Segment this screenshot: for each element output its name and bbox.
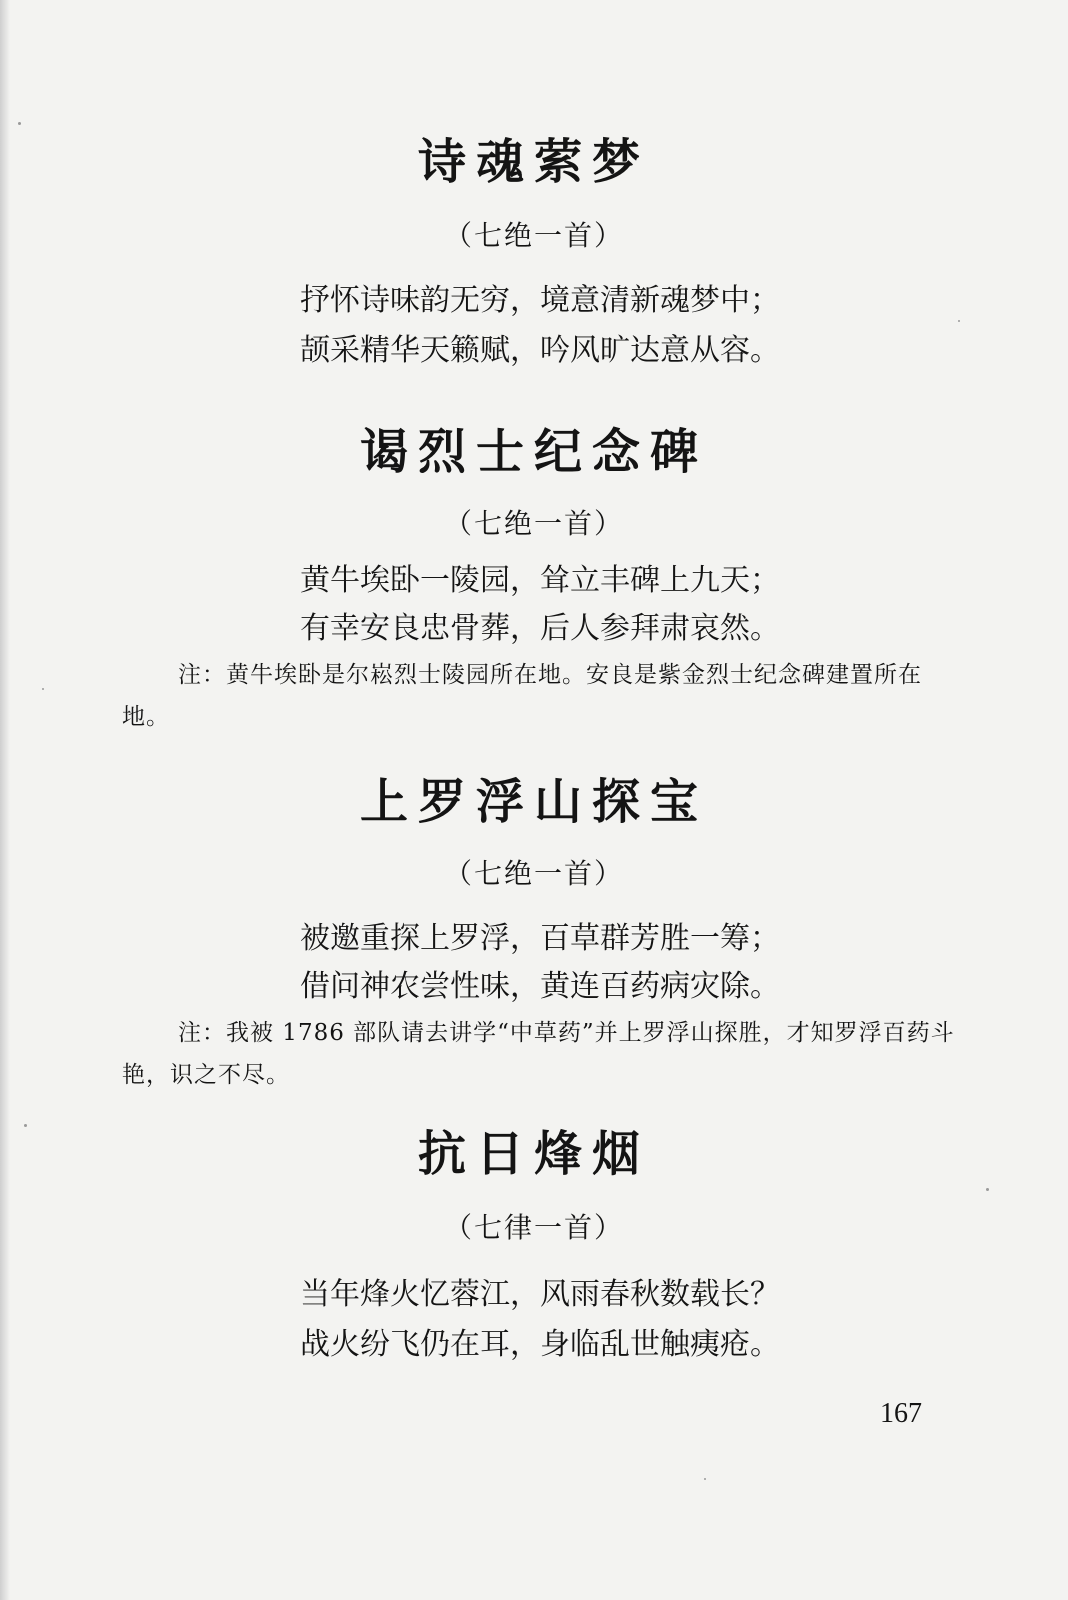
poem-form-1: （七绝一首） <box>443 219 624 252</box>
poem-title-3: 上罗浮山探宝 <box>359 774 708 830</box>
scan-speck <box>986 1188 989 1191</box>
scan-speck <box>24 1124 27 1127</box>
poem-3-line-1: 被邀重探上罗浮，百草群芳胜一筹； <box>300 921 780 956</box>
poem-1-line-2: 颉采精华天籁赋，吟风旷达意从容。 <box>300 333 780 368</box>
poem-title-1: 诗魂萦梦 <box>417 134 650 190</box>
poem-2-line-1: 黄牛埃卧一陵园，耸立丰碑上九天； <box>300 563 780 598</box>
poem-form-4: （七律一首） <box>443 1211 624 1244</box>
poem-3-note: 注：我被 1786 部队请去讲学“中草药”并上罗浮山探胜，才知罗浮百药斗艳，识之不尽。 <box>122 1020 955 1088</box>
poem-title-4: 抗日烽烟 <box>417 1126 650 1182</box>
scan-speck <box>18 122 21 125</box>
poem-1-line-1: 抒怀诗味韵无穷，境意清新魂梦中； <box>300 283 780 318</box>
poem-form-3: （七绝一首） <box>443 857 624 890</box>
scan-speck <box>42 688 44 690</box>
poem-3-line-2: 借问神农尝性味，黄连百药病灾除。 <box>300 969 780 1004</box>
poem-form-2: （七绝一首） <box>443 507 624 540</box>
poem-4-line-1: 当年烽火忆蓉江，风雨春秋数载长？ <box>300 1277 780 1312</box>
scan-speck <box>704 1478 706 1480</box>
poem-2-note: 注：黄牛埃卧是尔崧烈士陵园所在地。安良是紫金烈士纪念碑建置所在地。 <box>122 662 922 730</box>
scan-speck <box>958 320 960 322</box>
poem-4-line-2: 战火纷飞仍在耳，身临乱世触痍疮。 <box>300 1327 780 1362</box>
poem-2-line-2: 有幸安良忠骨葬，后人参拜肃哀然。 <box>300 611 780 646</box>
poem-title-2: 谒烈士纪念碑 <box>359 424 708 480</box>
page-number: 167 <box>880 1398 922 1429</box>
